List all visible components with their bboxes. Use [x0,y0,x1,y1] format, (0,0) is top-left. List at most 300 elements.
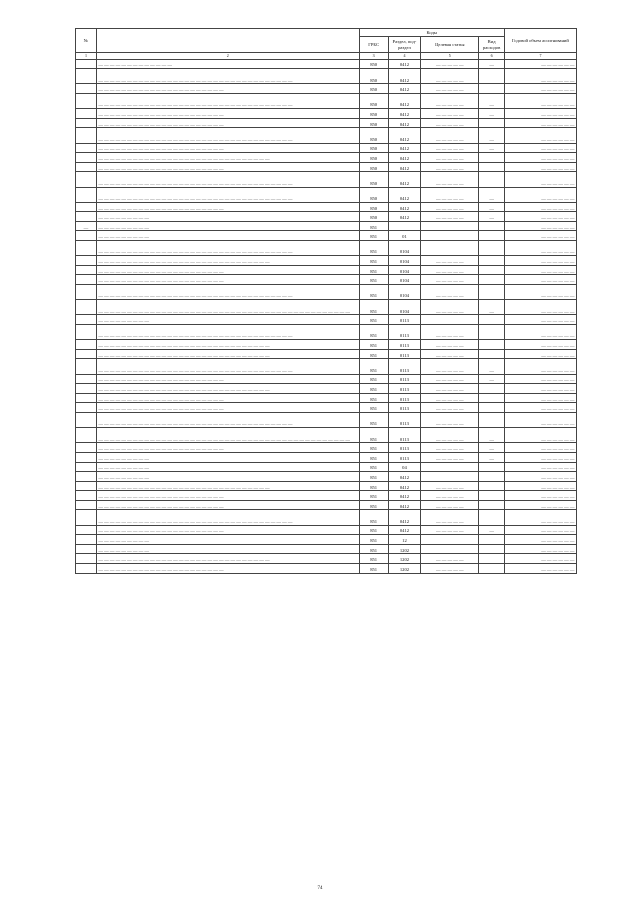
row-target-article [421,544,479,554]
row-expense-type [479,564,505,574]
row-allocation-amount: — — — — — — [504,162,576,172]
row-target-article [421,315,479,325]
row-target-article: — — — — — [421,510,479,525]
row-allocation-amount: — — — — — — [504,300,576,315]
row-grbs-code: 851 [359,325,388,340]
row-name: — — — — — — — — — — — — — — — — — — — — — — [96,374,359,384]
row-grbs-code: 851 [359,393,388,403]
row-expense-type: — [479,212,505,222]
row-expense-type [479,384,505,394]
row-target-article: — — — — — [421,491,479,501]
table-row [76,202,577,212]
row-section-code: 0104 [388,285,421,300]
row-target-article: — — — — — [421,143,479,153]
table-row [76,481,577,491]
table-row [76,128,577,143]
row-name: — — — — — — — — — — — — — — — — — — — — — — — — — — — — — — — — — — [96,93,359,108]
column-index: 6 [479,53,505,60]
row-grbs-code: 851 [359,315,388,325]
row-section-code: 0104 [388,275,421,285]
table-row [76,564,577,574]
row-number [76,428,97,443]
row-grbs-code: 851 [359,500,388,510]
row-expense-type [479,472,505,482]
row-number [76,374,97,384]
row-expense-type: — [479,359,505,374]
row-number [76,59,97,69]
column-header-target-article: Целевая статья [421,37,479,53]
row-grbs-code: 851 [359,525,388,535]
row-target-article: — — — — — [421,265,479,275]
table-row [76,300,577,315]
row-expense-type [479,412,505,427]
row-allocation-amount: — — — — — — [504,384,576,394]
table-row [76,285,577,300]
row-expense-type [479,535,505,545]
row-expense-type: — [479,59,505,69]
row-expense-type: — [479,187,505,202]
row-name: — — — — — — — — — [96,231,359,241]
row-allocation-amount: — — — — — — [504,187,576,202]
row-number [76,443,97,453]
row-grbs-code: 851 [359,241,388,256]
row-name: — — — — — — — — — — — — — — — — — — — — — — — — — — — — — — — — — — [96,359,359,374]
row-section-code: 0113 [388,443,421,453]
row-name: — — — — — — — — — — — — — — — — — — — — — — [96,118,359,128]
row-section-code: 0412 [388,187,421,202]
row-grbs-code: 850 [359,118,388,128]
row-target-article [421,462,479,472]
row-section-code: 0104 [388,265,421,275]
row-target-article: — — — — — [421,554,479,564]
row-number [76,153,97,163]
row-expense-type [479,69,505,84]
row-grbs-code: 850 [359,128,388,143]
row-expense-type [479,403,505,413]
column-header-name [96,29,359,53]
row-grbs-code: 851 [359,349,388,359]
row-section-code: 0412 [388,128,421,143]
row-name: — — — — — — — — — — — — — — — — — — — — — — — — — — — — — — — — — — [96,187,359,202]
row-expense-type: — [479,452,505,462]
table-row [76,212,577,222]
row-expense-type [479,544,505,554]
row-name: — — — — — — — — — — — — — — — — — — — — — — [96,491,359,501]
row-grbs-code: 851 [359,256,388,266]
row-name: — — — — — — — — — — — — — — — — — — — — — — [96,109,359,119]
row-section-code: 12 [388,535,421,545]
row-expense-type: — [479,300,505,315]
row-grbs-code: 851 [359,300,388,315]
row-allocation-amount: — — — — — — [504,128,576,143]
row-number [76,349,97,359]
row-grbs-code: 851 [359,535,388,545]
row-allocation-amount: — — — — — — [504,349,576,359]
row-number [76,315,97,325]
row-grbs-code: 850 [359,69,388,84]
row-allocation-amount: — — — — — — [504,340,576,350]
row-section-code: 0113 [388,325,421,340]
table-row [76,384,577,394]
row-name: — — — — — — — — — — — — — — — — — — — — — — [96,443,359,453]
row-target-article: — — — — — [421,428,479,443]
page-number: 74 [317,886,323,891]
row-target-article: — — — — — [421,153,479,163]
row-name: — — — — — — — — — — — — — — — — — — — — — — [96,143,359,153]
row-target-article: — — — — — [421,69,479,84]
row-grbs-code: 851 [359,265,388,275]
row-target-article: — — — — — [421,481,479,491]
row-target-article: — — — — — [421,384,479,394]
table-row [76,544,577,554]
table-row [76,162,577,172]
row-number [76,510,97,525]
row-expense-type [479,393,505,403]
row-section-code: 0104 [388,241,421,256]
row-section-code: 0412 [388,162,421,172]
row-section-code: 0113 [388,428,421,443]
row-allocation-amount: — — — — — — [504,325,576,340]
row-allocation-amount: — — — — — — [504,403,576,413]
row-target-article: — — — — — [421,285,479,300]
row-name: — — — — — — — — — — — — — — — — — — — — — — [96,84,359,94]
row-section-code: 0412 [388,109,421,119]
column-header-section: Раздел, под-раздел [388,37,421,53]
table-row [76,554,577,564]
row-number [76,212,97,222]
row-target-article: — — — — — [421,452,479,462]
row-target-article [421,535,479,545]
row-grbs-code: 851 [359,564,388,574]
row-allocation-amount: — — — — — — [504,315,576,325]
budget-allocation-table [75,28,577,574]
row-section-code: 0113 [388,412,421,427]
row-grbs-code: 851 [359,452,388,462]
row-section-code: 0412 [388,59,421,69]
row-section-code: 0113 [388,452,421,462]
row-name: — — — — — — — — — — — — — — — — — — — — — — — — — — — — — — [96,153,359,163]
row-section-code: 0113 [388,403,421,413]
row-name: — — — — — — — — — — — — — — — — — — — — — — [96,162,359,172]
row-name: — — — — — — — — — — — — — — — — — — — — — — [96,500,359,510]
table-row [76,462,577,472]
row-grbs-code: 851 [359,221,388,231]
row-name: — — — — — — — — — — — — — — — — — — — — — — [96,275,359,285]
row-allocation-amount: — — — — — — [504,69,576,84]
row-section-code: 0412 [388,500,421,510]
row-number [76,128,97,143]
column-index-row [76,53,577,60]
row-number [76,525,97,535]
table-row [76,241,577,256]
row-expense-type [479,462,505,472]
row-name: — — — — — — — — — — — — — — — — — — — — — — — — — — — — — — [96,481,359,491]
row-section-code: 01 [388,231,421,241]
row-target-article: — — — — — [421,59,479,69]
row-section-code: 0412 [388,491,421,501]
row-grbs-code: 851 [359,472,388,482]
row-grbs-code: 851 [359,403,388,413]
row-section-code: 1202 [388,554,421,564]
row-name: — — — — — — — — — — — — — — — — — — — — — — — — — — — — — — [96,256,359,266]
row-number [76,393,97,403]
table-row [76,93,577,108]
column-group-codes: Коды [359,29,504,37]
row-allocation-amount: — — — — — — [504,462,576,472]
row-expense-type [479,162,505,172]
row-number [76,535,97,545]
row-allocation-amount: — — — — — — [504,500,576,510]
row-section-code: 0412 [388,69,421,84]
row-name: — — — — — — — — — — — — — — — — — — — — — — — — — — — — — — [96,340,359,350]
column-index: 7 [504,53,576,60]
row-target-article: — — — — — [421,187,479,202]
row-allocation-amount: — — — — — — [504,109,576,119]
row-expense-type [479,285,505,300]
row-allocation-amount: — — — — — — [504,481,576,491]
row-grbs-code: 851 [359,340,388,350]
row-name: — — — — — — — — — [96,221,359,231]
row-expense-type [479,510,505,525]
row-expense-type [479,500,505,510]
row-target-article: — — — — — [421,109,479,119]
row-number [76,462,97,472]
row-name: — — — — — — — — — — — — — — — — — — — — — — — — — — — — — — [96,384,359,394]
row-name: — — — — — — — — — — — — — — — — — — — — — — — — — — — — — — [96,349,359,359]
row-grbs-code: 851 [359,554,388,564]
table-row [76,118,577,128]
row-expense-type [479,256,505,266]
row-number [76,325,97,340]
row-grbs-code: 851 [359,384,388,394]
row-grbs-code: 850 [359,212,388,222]
column-header-expense-type: Вид расходов [479,37,505,53]
row-expense-type: — [479,128,505,143]
row-target-article [421,241,479,256]
row-expense-type: — [479,428,505,443]
row-section-code: 0412 [388,481,421,491]
row-name: — — — — — — — — — — — — — — — — — — — — — — — — — — — — — — — — — — — — — — — — — — — — [96,428,359,443]
table-row [76,84,577,94]
row-grbs-code: 851 [359,462,388,472]
row-section-code: 0412 [388,153,421,163]
row-target-article: — — — — — [421,412,479,427]
row-grbs-code: 851 [359,481,388,491]
row-name: — — — — — — — — — — — — — — — — — — — — — — — — — — — — — — — — — — [96,510,359,525]
row-target-article: — — — — — [421,256,479,266]
row-allocation-amount: — — — — — — [504,393,576,403]
row-expense-type [479,172,505,187]
row-grbs-code: 851 [359,544,388,554]
row-grbs-code: 851 [359,275,388,285]
row-target-article: — — — — — [421,340,479,350]
row-target-article: — — — — — [421,300,479,315]
row-expense-type: — [479,93,505,108]
row-name: — — — — — — — — — — — — — [96,59,359,69]
table-row [76,452,577,462]
column-index: 5 [421,53,479,60]
row-target-article: — — — — — [421,500,479,510]
row-number [76,544,97,554]
row-grbs-code: 851 [359,491,388,501]
row-expense-type [479,481,505,491]
row-number [76,109,97,119]
row-target-article: — — — — — [421,118,479,128]
row-grbs-code: 850 [359,172,388,187]
row-allocation-amount: — — — — — — [504,59,576,69]
row-expense-type [479,554,505,564]
table-row [76,472,577,482]
row-number [76,403,97,413]
row-name: — — — — — — — — — — — — — — — — — — — — — — [96,564,359,574]
table-row [76,221,577,231]
row-section-code: 0412 [388,525,421,535]
table-row [76,187,577,202]
row-target-article: — — — — — [421,374,479,384]
row-number [76,554,97,564]
row-number [76,412,97,427]
row-allocation-amount: — — — — — — [504,285,576,300]
row-grbs-code: 851 [359,374,388,384]
row-grbs-code: 850 [359,202,388,212]
table-row [76,393,577,403]
row-name: — — — — — — — — — — — — — — — — — — — — — — [96,393,359,403]
row-section-code: 0113 [388,359,421,374]
row-allocation-amount: — — — — — — [504,525,576,535]
row-name: — — — — — — — — — — — — — — — — — — — — — — — — — — — — — — — — — — [96,412,359,427]
row-number [76,500,97,510]
row-target-article: — — — — — [421,84,479,94]
row-section-code: 0412 [388,472,421,482]
row-grbs-code: 851 [359,428,388,443]
row-target-article: — — — — — [421,128,479,143]
row-grbs-code: 850 [359,187,388,202]
row-number [76,162,97,172]
row-allocation-amount: — — — — — — [504,93,576,108]
row-allocation-amount: — — — — — — [504,153,576,163]
row-number [76,172,97,187]
row-expense-type [479,315,505,325]
table-body [76,59,577,573]
row-number [76,202,97,212]
row-expense-type [479,340,505,350]
row-section-code: 1202 [388,544,421,554]
row-grbs-code: 851 [359,285,388,300]
row-expense-type: — [479,443,505,453]
row-target-article: — — — — — [421,393,479,403]
row-number [76,452,97,462]
row-target-article: — — — — — [421,403,479,413]
row-target-article [421,472,479,482]
row-grbs-code: 850 [359,59,388,69]
row-section-code: 0113 [388,393,421,403]
row-grbs-code: 851 [359,510,388,525]
row-target-article: — — — — — [421,93,479,108]
row-target-article: — — — — — [421,212,479,222]
row-allocation-amount: — — — — — — [504,118,576,128]
row-section-code: 0104 [388,256,421,266]
row-number [76,265,97,275]
table-row [76,443,577,453]
table-row [76,525,577,535]
row-number [76,564,97,574]
row-section-code: 0412 [388,118,421,128]
row-expense-type [479,265,505,275]
row-name: — — — — — — — — — — — — — — — — — — — — — — — — — — — — — — — — — — — — — — — — — — — — [96,300,359,315]
row-name: — — — — — — — — — — — — — — — — — — — — — — — — — — — — — — — — — — [96,128,359,143]
row-target-article: — — — — — [421,172,479,187]
row-name: — — — — — — — — — — — — — — — — — — — — — — — — — — — — — — — — — — [96,172,359,187]
row-grbs-code: 850 [359,109,388,119]
row-number [76,384,97,394]
row-section-code: 1202 [388,564,421,574]
row-allocation-amount: — — — — — — [504,143,576,153]
row-section-code: 0113 [388,384,421,394]
row-allocation-amount: — — — — — — [504,491,576,501]
table-row [76,69,577,84]
row-section-code: 0412 [388,84,421,94]
row-number [76,300,97,315]
row-allocation-amount: — — — — — — [504,212,576,222]
row-number [76,275,97,285]
row-number [76,118,97,128]
row-section-code: 0113 [388,374,421,384]
row-name: — — — — — — — — — [96,535,359,545]
row-name: — — — — — — — — — [96,212,359,222]
row-section-code: 04 [388,462,421,472]
row-name: — — — — — — — — — [96,315,359,325]
table-row [76,231,577,241]
row-allocation-amount: — — — — — — [504,412,576,427]
row-section-code: 0412 [388,212,421,222]
row-allocation-amount: — — — — — — [504,84,576,94]
row-number [76,285,97,300]
row-allocation-amount: — — — — — — [504,221,576,231]
row-target-article: — — — — — [421,443,479,453]
row-allocation-amount: — — — — — — [504,256,576,266]
row-name: — — — — — — — — — [96,472,359,482]
row-section-code [388,221,421,231]
row-target-article: — — — — — [421,359,479,374]
row-number [76,340,97,350]
table-row [76,172,577,187]
row-expense-type: — [479,109,505,119]
row-number [76,359,97,374]
row-grbs-code: 851 [359,412,388,427]
table-row [76,340,577,350]
table-row [76,143,577,153]
row-name: — — — — — — — — — — — — — — — — — — — — — — — — — — — — — — — — — — [96,285,359,300]
column-index: 1 [76,53,97,60]
table-row [76,374,577,384]
row-name: — — — — — — — — — [96,452,359,462]
column-header-number: № [76,29,97,53]
row-number [76,241,97,256]
table-row [76,265,577,275]
table-row [76,412,577,427]
row-allocation-amount: — — — — — — [504,265,576,275]
row-name: — — — — — — — — — — — — — — — — — — — — — — — — — — — — — — — — — — [96,69,359,84]
row-allocation-amount: — — — — — — [504,443,576,453]
row-name: — — — — — — — — — [96,544,359,554]
row-section-code: 0412 [388,93,421,108]
row-allocation-amount: — — — — — — [504,554,576,564]
row-name: — — — — — — — — — — — — — — — — — — — — — — — — — — — — — — — — — — [96,241,359,256]
table-row [76,325,577,340]
row-name: — — — — — — — — — [96,462,359,472]
table-row [76,349,577,359]
row-allocation-amount: — — — — — — [504,172,576,187]
